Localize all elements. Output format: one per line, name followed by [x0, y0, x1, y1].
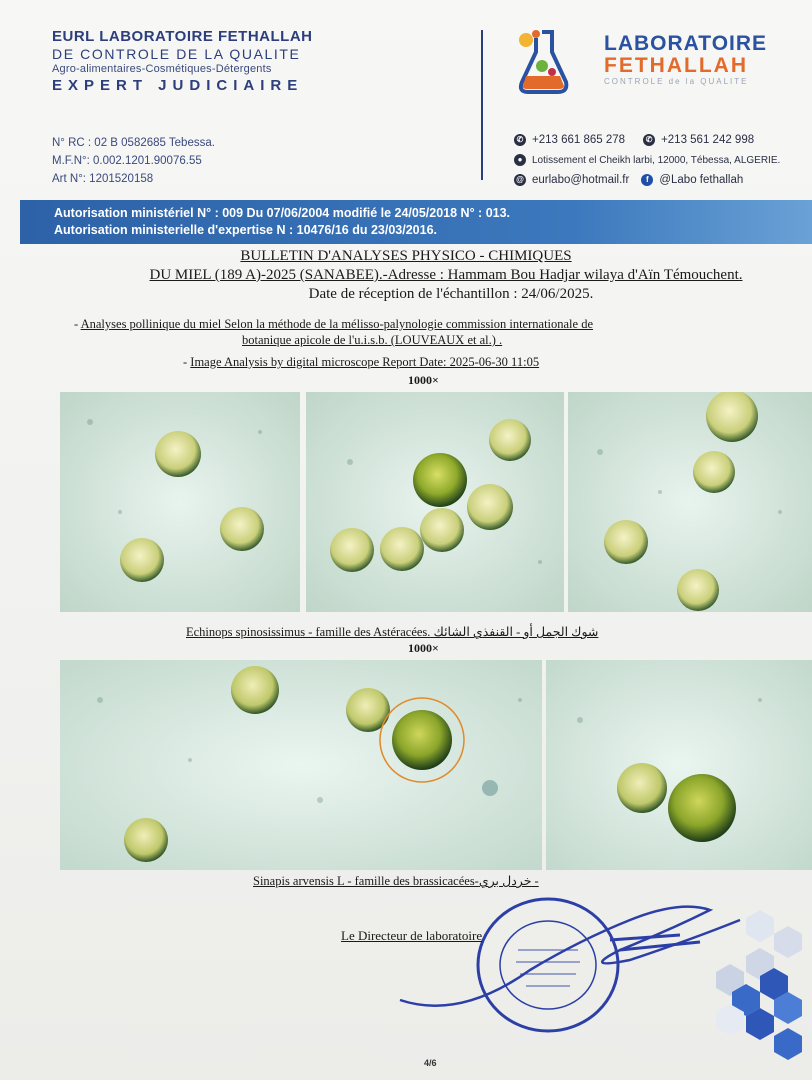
authorization-line-1: Autorisation ministériel N° : 009 Du 07/06/2004 modifié le 24/05/2018 N° : 013.	[54, 206, 511, 220]
brand-name: FETHALLAH	[604, 54, 748, 77]
micrograph-row-1	[60, 392, 812, 612]
brand-sub: CONTROLE de la QUALITE	[604, 77, 749, 86]
phone-2: +213 561 242 998	[661, 134, 755, 146]
facebook-icon: f	[641, 174, 653, 186]
email-icon: @	[514, 174, 526, 186]
image-analysis-line: - Image Analysis by digital microscope Report Date: 2025-06-30 11:05	[183, 355, 540, 369]
company-expert: EXPERT JUDICIAIRE	[52, 77, 304, 94]
brand-top: LABORATOIRE	[604, 32, 768, 55]
bulletin-heading	[0, 248, 812, 303]
art-number: Art N°: 1201520158	[52, 173, 154, 185]
bulletin-subject: DU MIEL (189 A)-2025 (SANABEE).-Adresse : Hammam Bou Hadjar wilaya d'Aïn Témouchent.	[149, 267, 743, 283]
caption-1-latin: Echinops spinosissimus - famille des Astéracées.	[186, 625, 431, 639]
bulletin-title: BULLETIN D'ANALYSES PHYSICO - CHIMIQUES	[240, 248, 572, 264]
page-number: 4/6	[424, 1058, 437, 1068]
method-line-1: Analyses pollinique du miel Selon la méthode de la mélisso-palynologie commission internationale de	[80, 317, 594, 331]
image-analysis-text: Image Analysis by digital microscope Report Date: 2025-06-30 11:05	[190, 355, 540, 369]
hexagon-decoration	[700, 900, 812, 1060]
method-description: - Analyses pollinique du miel Selon la méthode de la mélisso-palynologie commission internationale de botanique apicole de l'u.i.s.b. (LOUVEAUX et al.) .	[74, 317, 594, 347]
method-line-2: botanique apicole de l'u.i.s.b. (LOUVEAUX et al.) .	[242, 333, 503, 347]
caption-2-arabic: خردل بري	[478, 874, 532, 888]
registration-info	[52, 134, 215, 188]
authorization-band	[20, 200, 812, 244]
authorization-line-2: Autorisation ministerielle d'expertise N : 10476/16 du 23/03/2016.	[54, 223, 438, 237]
location-icon: ●	[514, 154, 526, 166]
micrograph-row-2	[60, 660, 812, 870]
whatsapp-icon: ✆	[643, 134, 655, 146]
company-header	[52, 28, 352, 94]
company-subtitle: DE CONTROLE DE LA QUALITE	[52, 46, 301, 62]
phone-1: +213 661 865 278	[532, 134, 626, 146]
magnification-label-2: 1000×	[408, 641, 439, 655]
whatsapp-icon: ✆	[514, 134, 526, 146]
caption-2-latin: Sinapis arvensis L - famille des brassicacées-	[253, 874, 479, 888]
pollen-caption-1	[186, 624, 598, 640]
company-sectors: Agro-alimentaires-Cosmétiques-Détergents	[52, 63, 272, 75]
pollen-caption-2: Sinapis arvensis L - famille des brassicacées-خردل بري -	[253, 874, 539, 888]
mf-number: M.F.N°: 0.002.1201.90076.55	[52, 155, 202, 167]
caption-1-arabic: شوك الجمل أو - القنفذي الشائك	[433, 625, 599, 639]
rc-number: N° RC : 02 B 0582685 Tebessa.	[52, 137, 215, 149]
email: eurlabo@hotmail.fr	[532, 174, 630, 186]
director-label: Le Directeur de laboratoire	[341, 928, 483, 943]
reception-date: Date de réception de l'échantillon : 24/06/2025.	[308, 286, 594, 302]
company-name: EURL LABORATOIRE FETHALLAH	[52, 28, 313, 45]
contact-block	[514, 130, 780, 190]
brand-wordmark	[604, 32, 767, 86]
address: Lotissement el Cheikh larbi, 12000, Tébessa, ALGERIE.	[532, 154, 781, 166]
lab-flask-logo	[512, 26, 572, 98]
header-divider	[481, 30, 483, 180]
magnification-label: 1000×	[408, 373, 439, 387]
facebook-handle: @Labo fethallah	[659, 174, 744, 186]
